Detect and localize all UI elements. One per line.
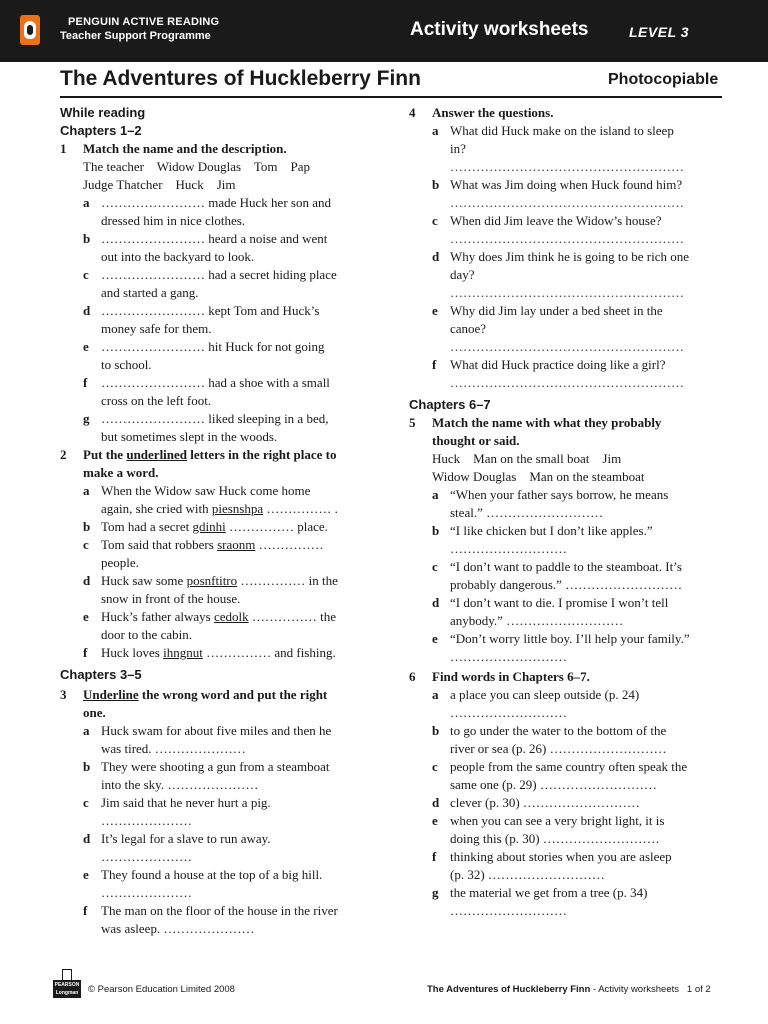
item-text xyxy=(101,722,372,758)
question-number: 2 xyxy=(60,447,67,462)
question-2 xyxy=(60,446,372,482)
item-line: money safe for them. xyxy=(101,321,212,336)
item-letter: c xyxy=(83,267,89,282)
item-fragment: Tom had a secret xyxy=(101,519,193,534)
question-number: 5 xyxy=(409,415,416,430)
list-item xyxy=(60,536,372,572)
item-text xyxy=(101,572,372,608)
item-line: …………………… had a shoe with a small xyxy=(101,375,330,390)
underlined-word: underlined xyxy=(126,447,188,462)
item-line: ………………… xyxy=(101,813,192,828)
item-fragment: …………… place. xyxy=(225,519,328,534)
item-line: anybody.” ……………………… xyxy=(450,613,624,628)
item-line: ……………………… xyxy=(450,903,567,918)
item-letter: b xyxy=(432,177,440,192)
list-item xyxy=(60,866,372,902)
footer-book-title: The Adventures of Huckleberry Finn xyxy=(427,984,591,995)
logo-text-bottom: Longman xyxy=(55,990,79,996)
list-item xyxy=(60,830,372,866)
underlined-word: Underline xyxy=(83,687,139,702)
item-line: probably dangerous.” ……………………… xyxy=(450,577,683,592)
item-text xyxy=(450,212,725,248)
item-text xyxy=(101,518,372,536)
item-line: What did Huck make on the island to sleep xyxy=(450,123,674,138)
item-line: ……………………… xyxy=(450,649,567,664)
item-letter: b xyxy=(432,723,440,738)
names-list: The teacher Widow Douglas Tom Pap xyxy=(83,159,310,174)
item-line: people from the same country often speak the xyxy=(450,759,688,774)
item-line: What did Huck practice doing like a girl? xyxy=(450,357,666,372)
item-text xyxy=(101,338,372,374)
list-item xyxy=(409,594,725,630)
question-text: Find words in Chapters 6–7. xyxy=(432,669,590,684)
item-line: steal.” ……………………… xyxy=(450,505,604,520)
list-item xyxy=(60,902,372,938)
logo-text-top: PEARSON xyxy=(54,982,80,988)
item-text xyxy=(450,558,725,594)
list-item xyxy=(60,338,372,374)
item-line: …………………… heard a noise and went xyxy=(101,231,328,246)
list-item xyxy=(409,758,725,794)
list-item xyxy=(60,194,372,230)
chapters-1-2-heading: Chapters 1–2 xyxy=(60,123,142,138)
item-letter: f xyxy=(83,903,88,918)
question-text: Put the underlined letters in the right place to make a word. xyxy=(83,447,337,480)
item-text xyxy=(101,644,372,662)
item-letter: d xyxy=(83,303,91,318)
item-letter: f xyxy=(83,645,88,660)
scrambled-word: sraonm xyxy=(217,537,256,552)
item-line: ……………………… xyxy=(450,541,567,556)
item-line: …………………… kept Tom and Huck’s xyxy=(101,303,320,318)
item-letter: g xyxy=(83,411,90,426)
answer-line: ……………………………………………… xyxy=(450,285,684,300)
item-line: ………………… xyxy=(101,849,192,864)
item-text xyxy=(450,248,725,302)
item-letter: e xyxy=(432,813,438,828)
item-line: …………………… had a secret hiding place xyxy=(101,267,337,282)
item-line: doing this (p. 30) ……………………… xyxy=(450,831,660,846)
item-line: dressed him in nice clothes. xyxy=(101,213,246,228)
item-letter: e xyxy=(83,867,89,882)
copyright: © Pearson Education Limited 2008 xyxy=(88,984,235,995)
item-line: …………………… hit Huck for not going xyxy=(101,339,325,354)
item-fragment: Huck’s father always xyxy=(101,609,214,624)
list-item xyxy=(60,230,372,266)
item-text xyxy=(101,410,372,446)
item-line: snow in front of the house. xyxy=(101,591,241,606)
question-4-items xyxy=(409,122,725,392)
item-line: river or sea (p. 26) ……………………… xyxy=(450,741,667,756)
item-letter: d xyxy=(432,595,440,610)
item-letter: c xyxy=(432,559,438,574)
question-5 xyxy=(409,414,725,450)
chapters-3-5-heading: Chapters 3–5 xyxy=(60,667,142,682)
list-item xyxy=(409,212,725,248)
answer-line: ……………………………………………… xyxy=(450,231,684,246)
item-text xyxy=(101,608,372,644)
chapters-6-7-heading: Chapters 6–7 xyxy=(409,397,491,412)
list-item xyxy=(409,794,725,812)
item-line: When did Jim leave the Widow’s house? xyxy=(450,213,662,228)
names-list: Widow Douglas Man on the steamboat xyxy=(432,469,645,484)
item-text xyxy=(101,830,372,866)
item-line: …………………… liked sleeping in a bed, xyxy=(101,411,329,426)
item-line: but sometimes slept in the woods. xyxy=(101,429,278,444)
item-line xyxy=(101,572,372,590)
item-text xyxy=(101,194,372,230)
item-text xyxy=(450,758,725,794)
list-item xyxy=(409,884,725,920)
item-letter: a xyxy=(83,195,90,210)
item-line: Why did Jim lay under a bed sheet in the xyxy=(450,303,663,318)
question-number: 3 xyxy=(60,687,67,702)
list-item xyxy=(60,266,372,302)
item-fragment: again, she cried with xyxy=(101,501,212,516)
brand-line-2: Teacher Support Programme xyxy=(60,30,211,42)
item-line: the material we get from a tree (p. 34) xyxy=(450,885,648,900)
list-item xyxy=(60,374,372,410)
item-letter: e xyxy=(83,339,89,354)
question-text: Match the name and the description. xyxy=(83,141,287,156)
footer-title xyxy=(427,984,711,995)
question-1-items xyxy=(60,194,372,446)
item-fragment: …………… and fishing. xyxy=(202,645,336,660)
item-line: What was Jim doing when Huck found him? xyxy=(450,177,683,192)
item-line: was asleep. ………………… xyxy=(101,921,255,936)
penguin-logo-icon xyxy=(20,15,40,45)
item-letter: a xyxy=(83,723,90,738)
pearson-longman-logo-icon xyxy=(52,969,82,999)
item-line: (p. 32) ……………………… xyxy=(450,867,605,882)
item-line: The man on the floor of the house in the river xyxy=(101,903,338,918)
item-line xyxy=(101,644,372,662)
left-column xyxy=(60,104,372,938)
item-text xyxy=(450,812,725,848)
while-reading-heading: While reading xyxy=(60,105,146,120)
scrambled-word: ihngnut xyxy=(163,645,203,660)
item-line: It’s legal for a slave to run away. xyxy=(101,831,271,846)
item-text xyxy=(450,122,725,176)
item-line: out into the backyard to look. xyxy=(101,249,255,264)
question-6 xyxy=(409,668,725,686)
item-letter: f xyxy=(432,357,437,372)
item-line: They were shooting a gun from a steamboat xyxy=(101,759,330,774)
item-text xyxy=(101,758,372,794)
item-text xyxy=(101,230,372,266)
item-text xyxy=(450,794,725,812)
item-letter: b xyxy=(83,519,91,534)
item-letter: c xyxy=(432,759,438,774)
list-item xyxy=(409,122,725,176)
item-letter: b xyxy=(432,523,440,538)
item-text xyxy=(101,482,372,518)
title-divider xyxy=(60,96,722,98)
item-line: Why does Jim think he is going to be rich one xyxy=(450,249,690,264)
item-text xyxy=(450,594,725,630)
scrambled-word: posnftitro xyxy=(186,573,238,588)
item-letter: e xyxy=(432,303,438,318)
list-item xyxy=(60,572,372,608)
list-item xyxy=(409,558,725,594)
scrambled-word: cedolk xyxy=(214,609,249,624)
item-text xyxy=(450,356,725,392)
item-line: same one (p. 29) ……………………… xyxy=(450,777,657,792)
item-letter: b xyxy=(83,231,91,246)
item-fragment: Huck saw some xyxy=(101,573,187,588)
item-line: “I don’t want to die. I promise I won’t tell xyxy=(450,595,669,610)
item-fragment: …………… in the xyxy=(237,573,338,588)
item-fragment: …………… xyxy=(255,537,324,552)
item-line: They found a house at the top of a big hill. xyxy=(101,867,323,882)
item-text xyxy=(101,536,372,572)
item-text xyxy=(450,884,725,920)
item-letter: d xyxy=(83,831,91,846)
header-band xyxy=(0,0,768,62)
question-text: Match the name with what they probably thought or said. xyxy=(432,415,662,448)
scrambled-word: gdinhi xyxy=(192,519,226,534)
list-item xyxy=(409,630,725,666)
answer-line: ……………………………………………… xyxy=(450,339,684,354)
item-line: clever (p. 30) ……………………… xyxy=(450,795,640,810)
names-list: Judge Thatcher Huck Jim xyxy=(83,177,236,192)
item-line: When the Widow saw Huck come home xyxy=(101,483,311,498)
names-list: Huck Man on the small boat Jim xyxy=(432,451,622,466)
item-line: cross on the left foot. xyxy=(101,393,212,408)
item-line: Jim said that he never hurt a pig. xyxy=(101,795,271,810)
item-line: “When your father says borrow, he means xyxy=(450,487,669,502)
item-text xyxy=(450,522,725,558)
item-text xyxy=(450,302,725,356)
item-letter: f xyxy=(432,849,437,864)
list-item xyxy=(60,794,372,830)
answer-line: ……………………………………………… xyxy=(450,195,684,210)
item-letter: b xyxy=(83,759,91,774)
list-item xyxy=(409,848,725,884)
list-item xyxy=(60,410,372,446)
item-letter: c xyxy=(83,795,89,810)
item-letter: c xyxy=(432,213,438,228)
item-letter: e xyxy=(83,609,89,624)
item-fragment: Tom said that robbers xyxy=(101,537,218,552)
section-title: Activity worksheets xyxy=(410,19,589,40)
brand-line-1: PENGUIN ACTIVE READING xyxy=(68,16,220,28)
item-line xyxy=(101,518,372,536)
item-line: was tired. ………………… xyxy=(101,741,246,756)
question-number: 4 xyxy=(409,105,416,120)
item-fragment: Huck loves xyxy=(101,645,164,660)
item-text xyxy=(101,266,372,302)
item-line: to go under the water to the bottom of the xyxy=(450,723,667,738)
list-item xyxy=(60,644,372,662)
list-item xyxy=(60,482,372,518)
item-line xyxy=(101,500,372,518)
list-item xyxy=(409,812,725,848)
item-text xyxy=(101,794,372,830)
list-item xyxy=(60,302,372,338)
list-item xyxy=(409,686,725,722)
question-5-items xyxy=(409,486,725,666)
item-letter: a xyxy=(432,687,439,702)
question-6-items xyxy=(409,686,725,920)
item-line xyxy=(101,536,372,554)
item-line: canoe? xyxy=(450,321,487,336)
list-item xyxy=(409,486,725,522)
item-letter: f xyxy=(83,375,88,390)
answer-line: ……………………………………………… xyxy=(450,159,684,174)
item-letter: d xyxy=(432,795,440,810)
item-line: in? xyxy=(450,141,466,156)
item-line: a place you can sleep outside (p. 24) xyxy=(450,687,640,702)
page-title: The Adventures of Huckleberry Finn xyxy=(60,67,421,90)
level-label: LEVEL 3 xyxy=(629,24,690,40)
item-text xyxy=(450,686,725,722)
item-line: “Don’t worry little boy. I’ll help your family.” xyxy=(450,631,690,646)
list-item xyxy=(60,722,372,758)
right-column xyxy=(409,104,725,920)
item-text xyxy=(101,374,372,410)
item-fragment: …………… the xyxy=(248,609,337,624)
question-4 xyxy=(409,104,725,122)
item-line: Huck swam for about five miles and then he xyxy=(101,723,332,738)
list-item xyxy=(409,248,725,302)
question-text: Underline the wrong word and put the right one. xyxy=(83,687,328,720)
question-3 xyxy=(60,686,372,722)
item-line: …………………… made Huck her son and xyxy=(101,195,331,210)
item-line: “I like chicken but I don’t like apples.” xyxy=(450,523,653,538)
item-line: people. xyxy=(101,555,139,570)
list-item xyxy=(409,356,725,392)
item-letter: g xyxy=(432,885,439,900)
item-line: ……………………… xyxy=(450,705,567,720)
item-letter: e xyxy=(432,631,438,646)
item-text xyxy=(450,630,725,666)
question-number: 6 xyxy=(409,669,416,684)
footer-page-info: - Activity worksheets 1 of 2 xyxy=(590,984,711,995)
item-letter: a xyxy=(432,123,439,138)
item-line: thinking about stories when you are asleep xyxy=(450,849,672,864)
list-item xyxy=(409,302,725,356)
item-text xyxy=(450,176,725,212)
photocopiable-label: Photocopiable xyxy=(608,71,719,88)
item-line xyxy=(101,608,372,626)
item-text xyxy=(450,722,725,758)
item-fragment: …………… . xyxy=(263,501,338,516)
item-text xyxy=(101,902,372,938)
question-2-items xyxy=(60,482,372,662)
question-3-items xyxy=(60,722,372,938)
item-line: and started a gang. xyxy=(101,285,199,300)
item-text xyxy=(101,866,372,902)
item-text xyxy=(101,302,372,338)
question-1 xyxy=(60,140,372,158)
item-line: to school. xyxy=(101,357,152,372)
item-line: into the sky. ………………… xyxy=(101,777,259,792)
item-text xyxy=(450,486,725,522)
item-letter: d xyxy=(432,249,440,264)
scrambled-word: piesnshpa xyxy=(211,501,264,516)
item-text xyxy=(450,848,725,884)
item-line: day? xyxy=(450,267,475,282)
question-text: Answer the questions. xyxy=(432,105,554,120)
list-item xyxy=(409,522,725,558)
item-letter: a xyxy=(83,483,90,498)
item-letter: c xyxy=(83,537,89,552)
question-number: 1 xyxy=(60,141,67,156)
item-line: “I don’t want to paddle to the steamboat. It’s xyxy=(450,559,682,574)
answer-line: ……………………………………………… xyxy=(450,375,684,390)
item-letter: a xyxy=(432,487,439,502)
item-letter: d xyxy=(83,573,91,588)
item-line: door to the cabin. xyxy=(101,627,192,642)
list-item xyxy=(60,518,372,536)
item-line: when you can see a very bright light, it is xyxy=(450,813,665,828)
list-item xyxy=(60,608,372,644)
list-item xyxy=(409,176,725,212)
item-line: ………………… xyxy=(101,885,192,900)
list-item xyxy=(409,722,725,758)
list-item xyxy=(60,758,372,794)
